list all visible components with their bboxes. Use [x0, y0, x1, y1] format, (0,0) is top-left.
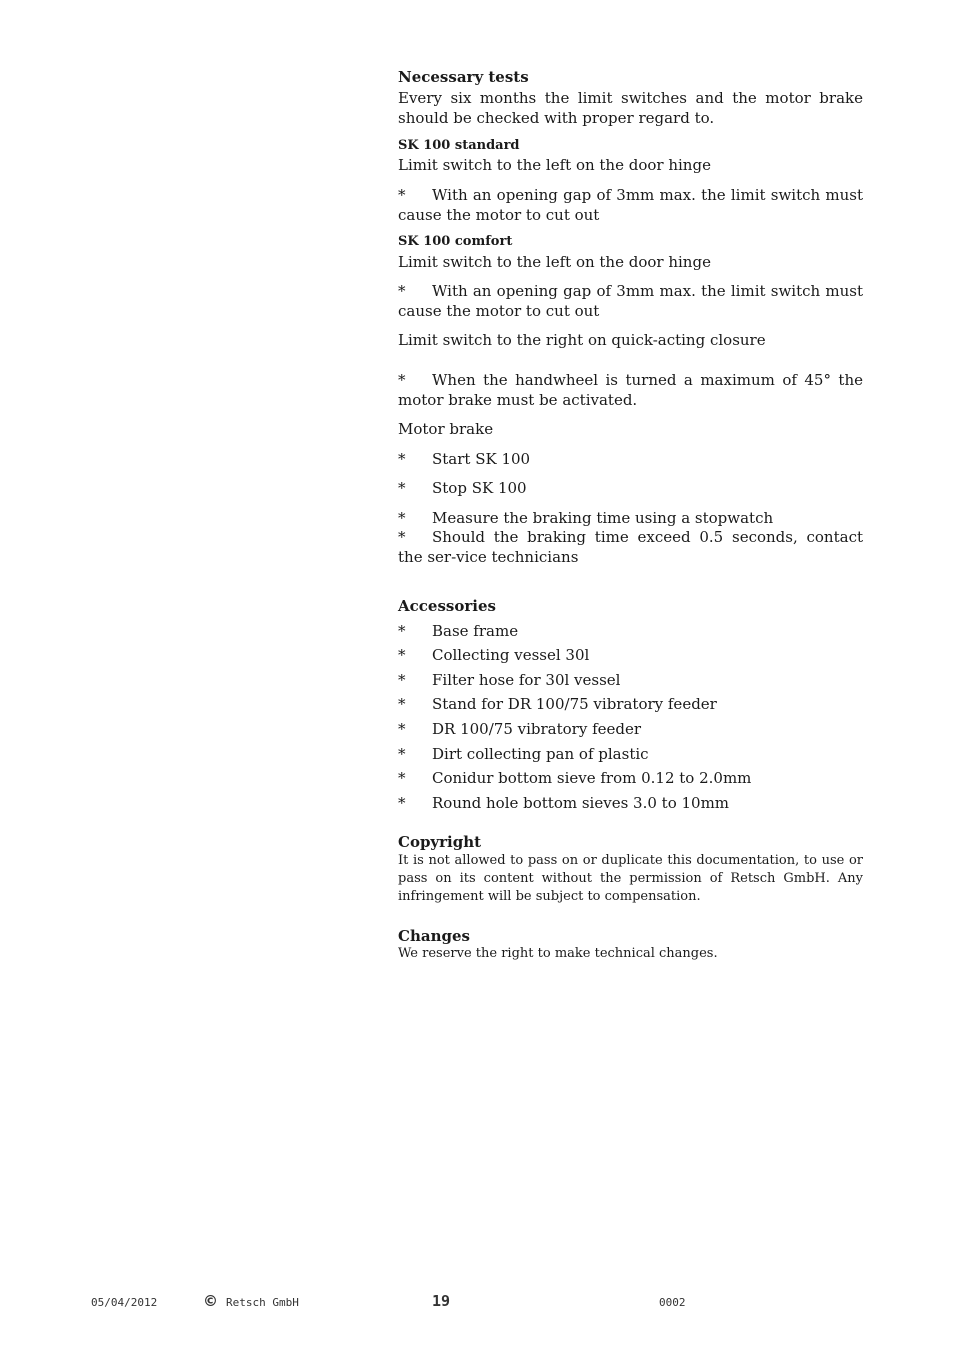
accessory-item: * Collecting vessel 30l [398, 646, 590, 664]
bullet-star: * [398, 371, 406, 389]
motor-brake-heading: Motor brake [398, 420, 494, 438]
footer-date: 05/04/2012 [91, 1296, 158, 1309]
comfort-bullet-2: * When the handwheel is turned a maximum of 45° the motor brake must be activated. [398, 371, 863, 409]
accessories-heading: Accessories [398, 597, 496, 615]
bullet-star: * [398, 794, 406, 812]
bullet-star: * [398, 695, 406, 713]
copyright-symbol: © [203, 1292, 218, 1310]
copyright-heading: Copyright [398, 833, 482, 851]
bullet-star: * [398, 646, 406, 664]
accessory-item: * Dirt collecting pan of plastic [398, 745, 649, 763]
sk100-standard-heading: SK 100 standard [398, 138, 520, 153]
bullet-star: * [398, 509, 406, 527]
motor-brake-step: * Stop SK 100 [398, 479, 527, 497]
footer-code: 0002 [659, 1296, 686, 1309]
comfort-limit-switch-right-text: Limit switch to the right on quick-acting closure [398, 331, 766, 349]
necessary-tests-intro: Every six months the limit switches and the motor brake should be checked with proper regard to. [398, 89, 863, 127]
accessory-item: * Filter hose for 30l vessel [398, 671, 621, 689]
sk100-comfort-heading: SK 100 comfort [398, 234, 513, 249]
accessory-item: * DR 100/75 vibratory feeder [398, 720, 642, 738]
bullet-star: * [398, 450, 406, 468]
standard-limit-switch-text: Limit switch to the left on the door hinge [398, 156, 711, 174]
accessory-item: * Conidur bottom sieve from 0.12 to 2.0mm [398, 769, 752, 787]
comfort-limit-switch-text: Limit switch to the left on the door hinge [398, 253, 711, 271]
motor-brake-step: * Should the braking time exceed 0.5 seconds, contact the ser-vice technicians [398, 528, 863, 566]
bullet-star: * [398, 769, 406, 787]
bullet-star: * [398, 671, 406, 689]
necessary-tests-heading: Necessary tests [398, 68, 529, 86]
bullet-star: * [398, 745, 406, 763]
bullet-star: * [398, 720, 406, 738]
bullet-star: * [398, 186, 406, 204]
accessory-item: * Round hole bottom sieves 3.0 to 10mm [398, 794, 730, 812]
copyright-text: It is not allowed to pass on or duplicate this documentation, to use or pass on its content without the permission of Retsch GmbH. Any infringement will be subject to compensation. [398, 853, 863, 904]
bullet-star: * [398, 479, 406, 497]
bullet-star: * [398, 282, 406, 300]
changes-heading: Changes [398, 927, 470, 945]
footer-company: Retsch GmbH [226, 1296, 299, 1309]
changes-text: We reserve the right to make technical changes. [398, 946, 718, 961]
page-number: 19 [432, 1292, 451, 1310]
standard-bullet: * With an opening gap of 3mm max. the limit switch must cause the motor to cut out [398, 186, 863, 224]
bullet-star: * [398, 528, 406, 546]
accessory-item: * Stand for DR 100/75 vibratory feeder [398, 695, 717, 713]
bullet-star: * [398, 622, 406, 640]
motor-brake-step: * Start SK 100 [398, 450, 531, 468]
accessory-item: * Base frame [398, 622, 519, 640]
motor-brake-step: * Measure the braking time using a stopwatch [398, 509, 774, 527]
comfort-bullet-1: * With an opening gap of 3mm max. the limit switch must cause the motor to cut out [398, 282, 863, 320]
